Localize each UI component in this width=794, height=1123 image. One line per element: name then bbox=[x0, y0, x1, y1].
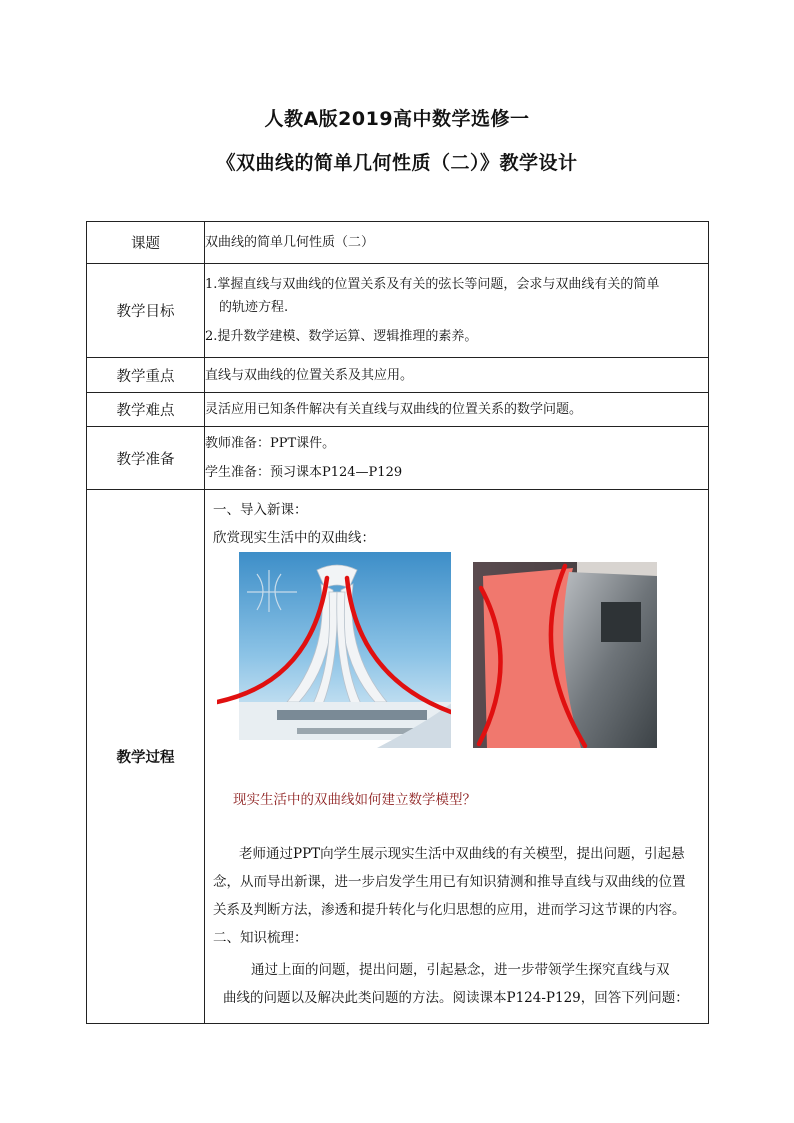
section-2-title: 二、知识梳理： bbox=[213, 930, 308, 946]
paragraph-2-line-2: 曲线的问题以及解决此类问题的方法。阅读课本P124-P129，回答下列问题： bbox=[223, 990, 689, 1006]
row-process bbox=[87, 490, 709, 1024]
row-preparation bbox=[87, 427, 709, 490]
document-subtitle: 《双曲线的简单几何性质（二）》教学设计 bbox=[216, 152, 578, 174]
paragraph-1-line-2: 念，从而导出新课，进一步启发学生用已有知识猜测和推导直线与双曲线的位置 bbox=[213, 874, 686, 890]
tower-hyperbola-photo bbox=[217, 552, 451, 748]
value-preparation bbox=[205, 427, 709, 490]
paragraph-2-line-1: 通过上面的问题，提出问题，引起悬念，进一步带领学生探究直线与双 bbox=[251, 962, 670, 978]
objective-2: 2.提升数学建模、数学运算、逻辑推理的素养。 bbox=[205, 329, 478, 344]
buildings bbox=[277, 710, 427, 720]
guiding-question: 现实生活中的双曲线如何建立数学模型？ bbox=[233, 792, 476, 808]
grey-paper-shadow bbox=[601, 602, 641, 642]
paragraph-1-line-3: 关系及判断方法，渗透和提升转化与化归思想的应用，进而学习这节课的内容。 bbox=[213, 902, 686, 918]
value-topic: 双曲线的简单几何性质（二） bbox=[205, 222, 709, 264]
value-process bbox=[205, 490, 709, 1024]
objective-1-line-1: 1.掌握直线与双曲线的位置关系及有关的弦长等问题，会求与双曲线有关的简单 bbox=[205, 277, 660, 292]
row-objectives bbox=[87, 264, 709, 358]
row-difficulties bbox=[87, 393, 709, 427]
student-preparation: 学生准备：预习课本P124—P129 bbox=[205, 465, 403, 480]
objective-1-line-2: 的轨迹方程. bbox=[219, 300, 289, 315]
label-topic: 课题 bbox=[87, 222, 205, 264]
folded-paper-hyperbola-photo bbox=[473, 562, 657, 748]
label-objectives: 教学目标 bbox=[87, 264, 205, 358]
value-key-points: 直线与双曲线的位置关系及其应用。 bbox=[205, 358, 709, 393]
document-title: 人教A版2019高中数学选修一 bbox=[264, 108, 530, 130]
road bbox=[297, 728, 417, 734]
section-1-intro: 欣赏现实生活中的双曲线： bbox=[213, 530, 375, 546]
lesson-plan-table bbox=[86, 221, 709, 1024]
value-objectives bbox=[205, 264, 709, 358]
section-1-title: 一、导入新课： bbox=[213, 502, 308, 518]
teacher-preparation: 教师准备：PPT课件。 bbox=[205, 436, 336, 451]
grey-paper bbox=[563, 572, 657, 748]
label-difficulties: 教学难点 bbox=[87, 393, 205, 427]
paragraph-1-line-1: 老师通过PPT向学生展示现实生活中双曲线的有关模型，提出问题，引起悬 bbox=[239, 846, 685, 862]
label-process: 教学过程 bbox=[87, 490, 205, 1024]
label-preparation: 教学准备 bbox=[87, 427, 205, 490]
label-key-points: 教学重点 bbox=[87, 358, 205, 393]
value-difficulties: 灵活应用已知条件解决有关直线与双曲线的位置关系的数学问题。 bbox=[205, 393, 709, 427]
row-key-points bbox=[87, 358, 709, 393]
row-topic bbox=[87, 222, 709, 264]
